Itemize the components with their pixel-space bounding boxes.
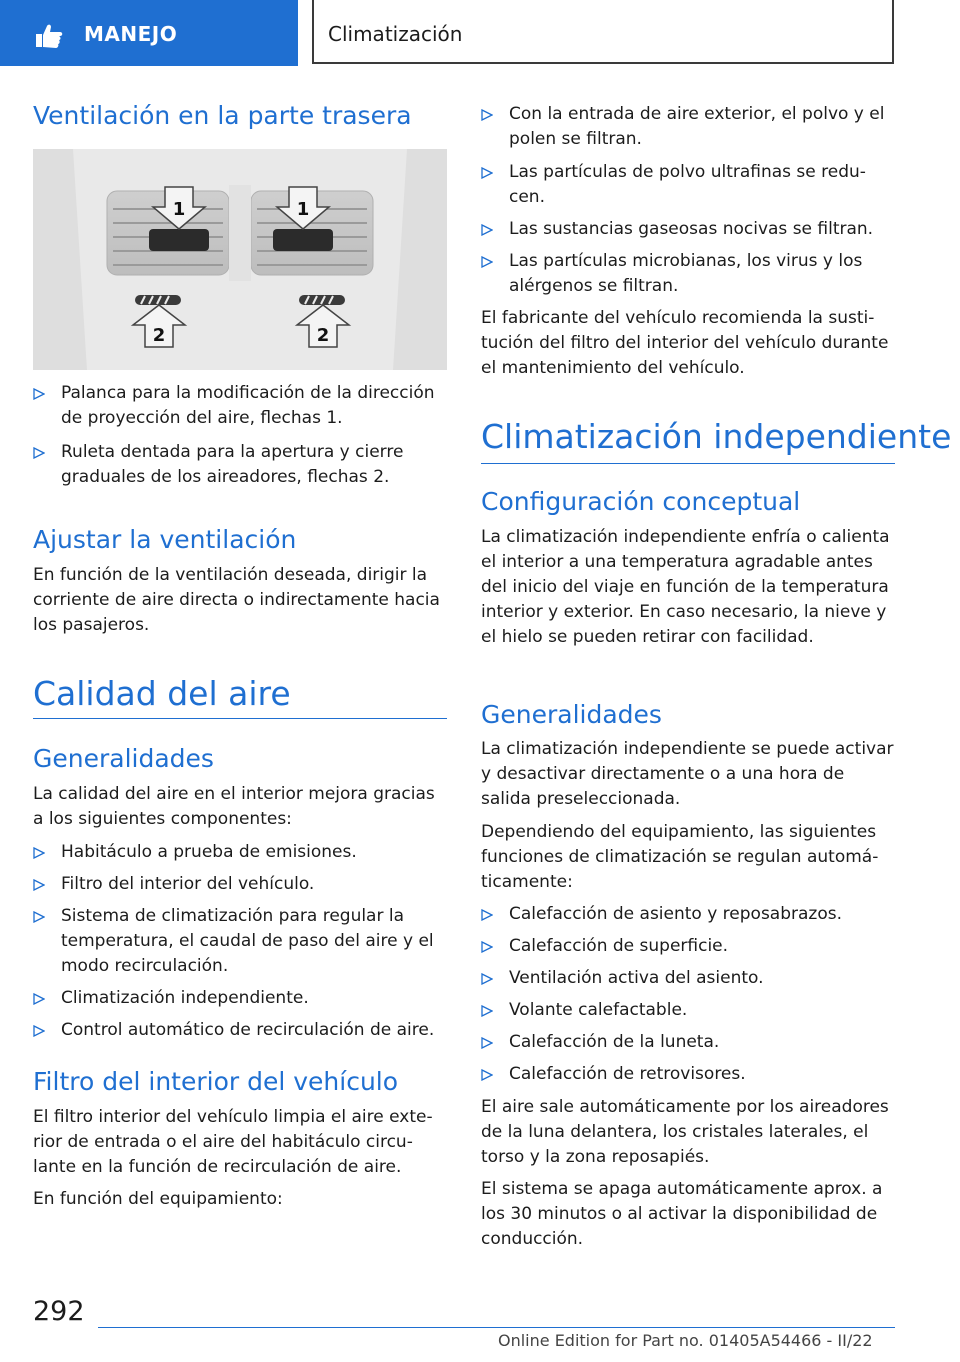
paragraph-configuracion: La climatización independiente enfría o calienta el interior a una temperatura agradable antes del inicio del viaje en función de la temperatura interior y exterior. En caso necesario, la nieve y el hielo se pueden retirar con facilidad. (481, 527, 890, 647)
steering-hand-icon (32, 20, 66, 50)
heading-rule (33, 718, 447, 719)
heading-ajustar-ventilacion: Ajustar la ventilación (33, 525, 297, 554)
paragraph-generalidades-2: Dependiendo del equipamiento, las siguientes funciones de climatización se regulan automáticamente: (481, 822, 879, 892)
list-item: Ruleta dentada para la apertura y cierre graduales de los aireadores, flechas 2. (33, 440, 447, 492)
triangle-bullet-icon (481, 909, 493, 921)
list-item: Calefacción de la luneta. (481, 1030, 895, 1056)
heading-climatizacion-independiente: Climatización independiente (481, 417, 952, 456)
triangle-bullet-icon (481, 1037, 493, 1049)
list-item: Calefacción de retrovisores. (481, 1062, 895, 1088)
heading-ventilacion-trasera: Ventilación en la parte trasera (33, 101, 412, 130)
paragraph-fabricante: El fabricante del vehículo recomienda la sustitución del filtro del interior del vehículo durante el mantenimiento del vehículo. (481, 308, 889, 378)
triangle-bullet-icon (33, 879, 45, 891)
triangle-bullet-icon (481, 941, 493, 953)
list-item: Con la entrada de aire exterior, el polvo y el polen se filtran. (481, 102, 895, 154)
figure-label-2-left: 2 (152, 325, 166, 346)
figure-label-1-right: 1 (296, 199, 310, 220)
page-number: 292 (33, 1296, 85, 1327)
list-item: Las partículas de polvo ultrafinas se reducen. (481, 160, 895, 212)
list-item: Filtro del interior del vehículo. (33, 872, 447, 898)
triangle-bullet-icon (33, 911, 45, 923)
heading-configuracion: Configuración conceptual (481, 487, 801, 516)
edition-note: Online Edition for Part no. 01405A54466 - II/22 (498, 1331, 873, 1350)
paragraph-apaga: El sistema se apaga automáticamente aprox. a los 30 minutos o al activar la disponibilidad de conducción. (481, 1179, 883, 1249)
chapter-label: Climatización (328, 22, 463, 46)
list-item: Calefacción de superficie. (481, 934, 895, 960)
list-item: Habitáculo a prueba de emisiones. (33, 840, 447, 866)
triangle-bullet-icon (481, 973, 493, 985)
paragraph-generalidades-1: La climatización independiente se puede activar y desactivar directamente o a una hora de salida preseleccionada. (481, 739, 894, 809)
heading-filtro: Filtro del interior del vehículo (33, 1067, 399, 1096)
triangle-bullet-icon (481, 224, 493, 236)
paragraph-ajustar: En función de la ventilación deseada, dirigir la corriente de aire directa o indirectamente hacia los pasajeros. (33, 565, 440, 635)
figure-label-1-left: 1 (172, 199, 186, 220)
paragraph-equipamiento: En función del equipamiento: (33, 1189, 283, 1209)
list-item: Las sustancias gaseosas nocivas se filtran. (481, 217, 895, 243)
chapter-box (312, 0, 894, 64)
list-item: Ventilación activa del asiento. (481, 966, 895, 992)
triangle-bullet-icon (481, 109, 493, 121)
triangle-bullet-icon (33, 847, 45, 859)
paragraph-aire: El aire sale automáticamente por los aireadores de la luna delantera, los cristales laterales, el torso y la zona reposapiés. (481, 1097, 889, 1167)
heading-rule (481, 463, 895, 464)
list-item: Climatización independiente. (33, 986, 447, 1012)
triangle-bullet-icon (33, 1025, 45, 1037)
triangle-bullet-icon (33, 388, 45, 400)
list-item: Las partículas microbianas, los virus y los alérgenos se filtran. (481, 249, 895, 301)
list-item: Calefacción de asiento y reposabrazos. (481, 902, 895, 928)
list-item: Palanca para la modificación de la dirección de proyección del aire, flechas 1. (33, 381, 447, 433)
heading-generalidades-right: Generalidades (481, 700, 662, 729)
list-item: Sistema de climatización para regular la temperatura, el caudal de paso del aire y el modo recirculación. (33, 904, 447, 982)
triangle-bullet-icon (33, 993, 45, 1005)
figure-label-2-right: 2 (316, 325, 330, 346)
triangle-bullet-icon (481, 1069, 493, 1081)
list-item: Volante calefactable. (481, 998, 895, 1024)
triangle-bullet-icon (481, 167, 493, 179)
heading-generalidades-left: Generalidades (33, 744, 214, 773)
section-label: MANEJO (84, 22, 178, 46)
heading-calidad-aire: Calidad del aire (33, 674, 291, 713)
paragraph-generalidades-left: La calidad del aire en el interior mejora gracias a los siguientes componentes: (33, 784, 435, 829)
triangle-bullet-icon (481, 1005, 493, 1017)
section-tab[interactable] (0, 0, 298, 66)
rear-vent-illustration (33, 149, 447, 370)
triangle-bullet-icon (481, 256, 493, 268)
footer-rule (98, 1327, 895, 1328)
page-header (0, 0, 960, 66)
paragraph-filtro: El filtro interior del vehículo limpia el aire exterior de entrada o el aire del habitáculo circulante en la función de recirculación de aire. (33, 1107, 433, 1177)
triangle-bullet-icon (33, 447, 45, 459)
rear-vent-figure (33, 149, 447, 370)
list-item: Control automático de recirculación de aire. (33, 1018, 447, 1044)
